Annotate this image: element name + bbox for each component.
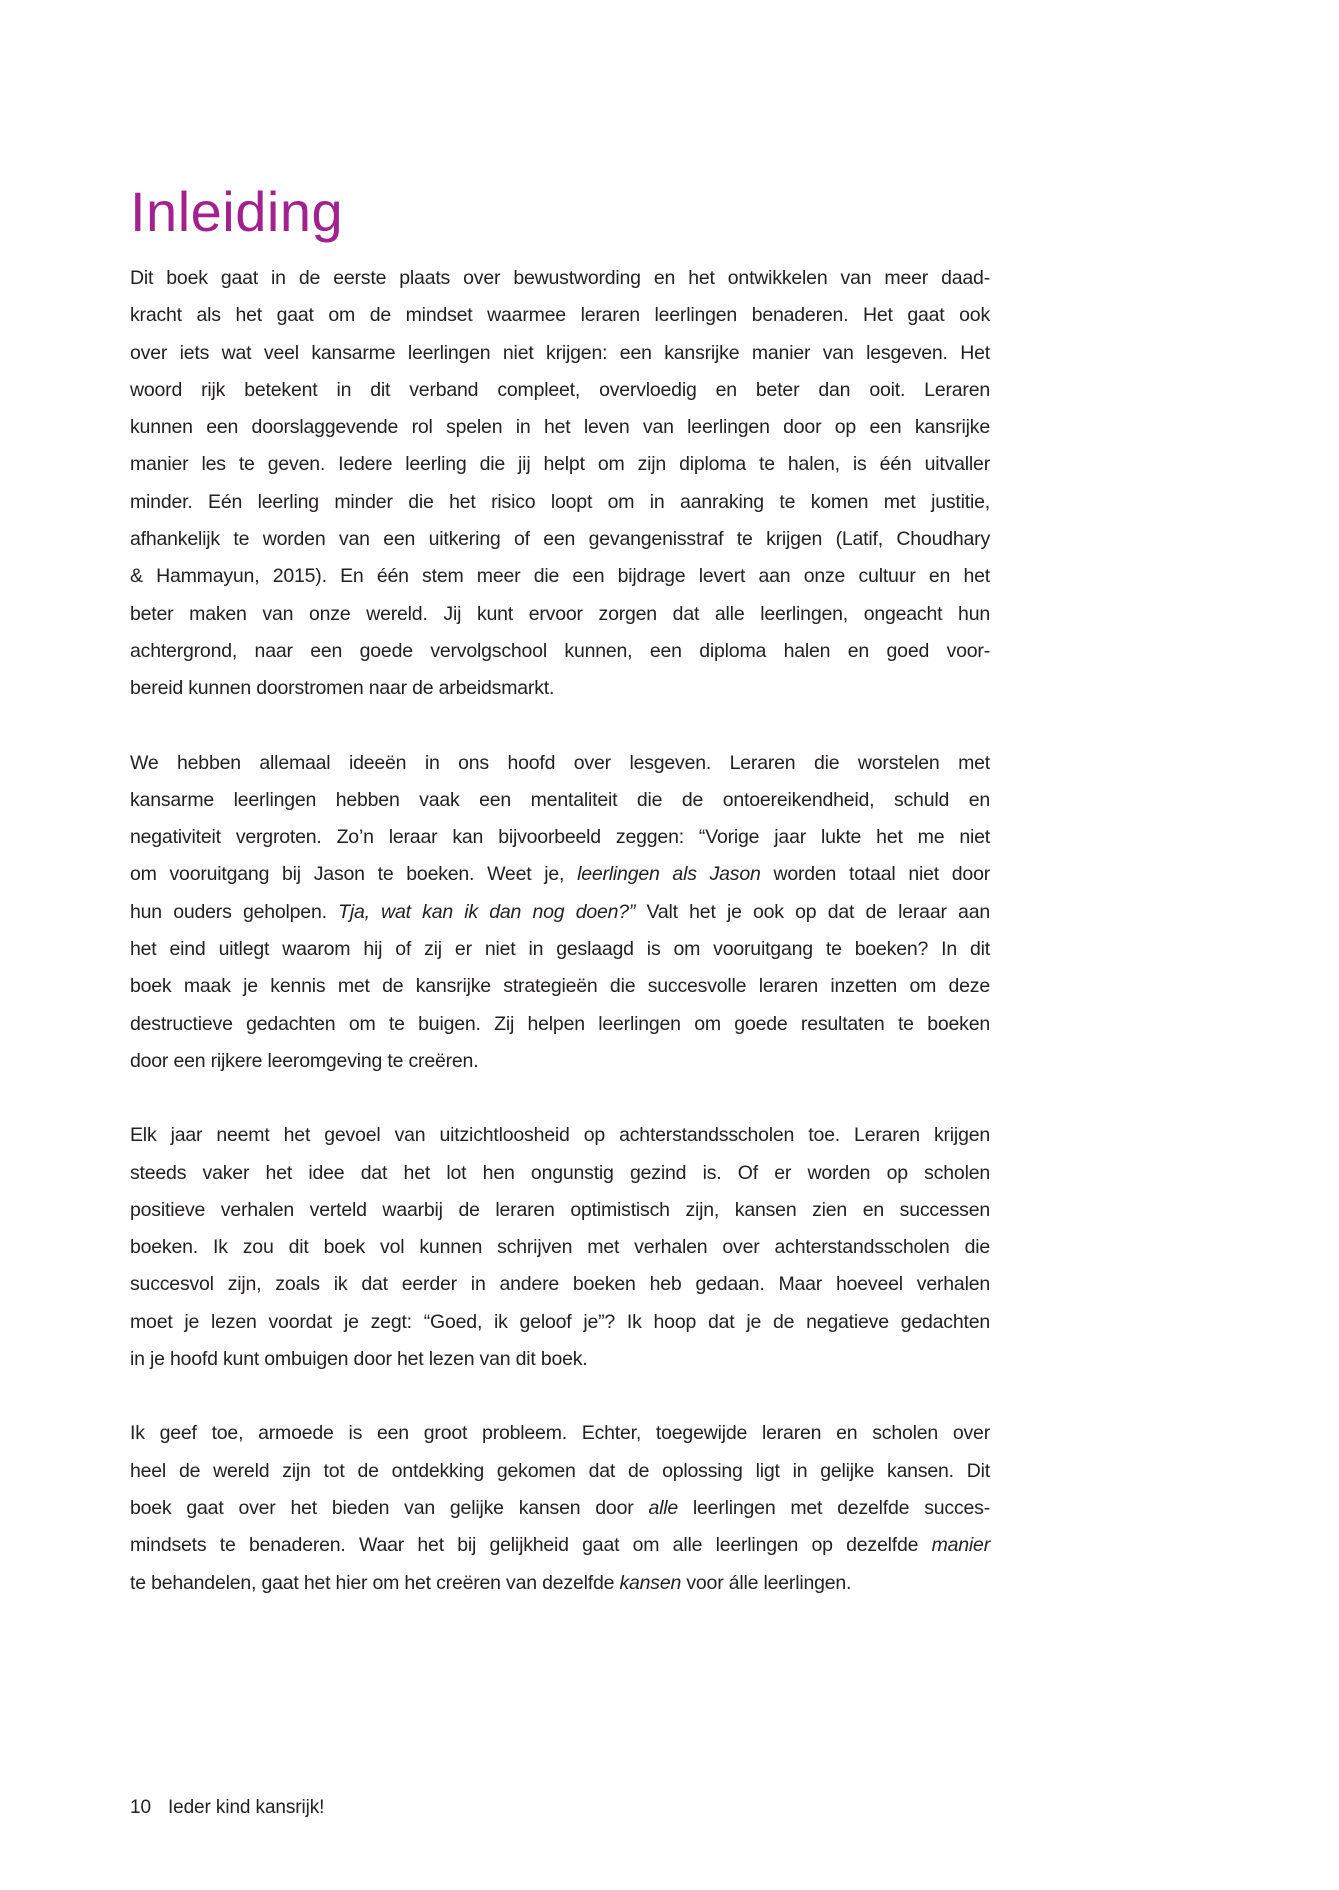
text-line (130, 1490, 990, 1527)
text-line (130, 558, 990, 595)
text-line (130, 521, 990, 558)
text-segment: positieve verhalen verteld waarbij de leraren optimistisch zijn, kansen zien en successen (130, 1198, 990, 1221)
paragraph (130, 1415, 990, 1601)
text-segment: negativiteit vergroten. Zo’n leraar kan bijvoorbeeld zeggen: “Vorige jaar lukte het me niet (130, 826, 990, 849)
text-segment: voor álle leerlingen. (681, 1571, 852, 1594)
text-line (130, 1117, 990, 1154)
text-segment: minder. Eén leerling minder die het risico loopt om in aanraking te komen met justitie, (130, 490, 990, 513)
text-segment: boek maak je kennis met de kansrijke strategieën die succesvolle leraren inzetten om deze (130, 975, 990, 998)
text-segment: & Hammayun, 2015). En één stem meer die een bijdrage levert aan onze cultuur en het (130, 565, 990, 588)
text-line (130, 1006, 990, 1043)
text-line (130, 856, 990, 893)
text-segment: door een rijkere leeromgeving te creëren. (130, 1049, 479, 1072)
text-line (130, 446, 990, 483)
text-line (130, 782, 990, 819)
text-line (130, 745, 990, 782)
text-segment: We hebben allemaal ideeën in ons hoofd over lesgeven. Leraren die worstelen met (130, 751, 990, 774)
text-segment: beter maken van onze wereld. Jij kunt ervoor zorgen dat alle leerlingen, ongeacht hun (130, 602, 990, 625)
text-segment: mindsets te benaderen. Waar het bij gelijkheid gaat om alle leerlingen op dezelfde (130, 1534, 932, 1557)
text-segment: in je hoofd kunt ombuigen door het lezen van dit boek. (130, 1348, 588, 1371)
page-footer (130, 1797, 324, 1819)
text-segment: Dit boek gaat in de eerste plaats over bewustwording en het ontwikkelen van meer daad- (130, 267, 990, 289)
text-line (130, 931, 990, 968)
text-line (130, 260, 990, 297)
text-segment: steeds vaker het idee dat het lot hen ongunstig gezind is. Of er worden op scholen (130, 1161, 990, 1184)
text-segment: boeken. Ik zou dit boek vol kunnen schrijven met verhalen over achterstandsscholen die (130, 1236, 990, 1259)
paragraph (130, 745, 990, 1081)
text-line (130, 819, 990, 856)
text-line (130, 1043, 990, 1080)
text-segment: heel de wereld zijn tot de ontdekking gekomen dat de oplossing ligt in gelijke kansen. Dit (130, 1459, 990, 1482)
text-line (130, 297, 990, 334)
paragraph (130, 260, 990, 708)
text-segment: kunnen een doorslaggevende rol spelen in het leven van leerlingen door op een kansrijke (130, 416, 990, 439)
italic-text: manier (931, 1534, 990, 1557)
text-segment: over iets wat veel kansarme leerlingen niet krijgen: een kansrijke manier van lesgeven. Het (130, 341, 990, 364)
italic-text: alle (648, 1496, 678, 1519)
text-segment: woord rijk betekent in dit verband compleet, overvloedig en beter dan ooit. Leraren (130, 378, 990, 401)
paragraph (130, 1117, 990, 1378)
text-line (130, 1229, 990, 1266)
italic-text: Tja, wat kan ik dan nog doen?” (338, 900, 636, 923)
body-text (130, 260, 990, 1639)
text-segment: Elk jaar neemt het gevoel van uitzichtloosheid op achterstandsscholen toe. Leraren krijgen (130, 1124, 990, 1147)
text-segment: hun ouders geholpen. (130, 900, 339, 923)
text-segment: te behandelen, gaat het hier om het creëren van dezelfde (130, 1571, 620, 1594)
text-segment: moet je lezen voordat je zegt: “Goed, ik geloof je”? Ik hoop dat je de negatieve gedachten (130, 1310, 990, 1333)
italic-text: leerlingen als Jason (577, 863, 761, 886)
text-line (130, 1565, 990, 1602)
text-segment: kansarme leerlingen hebben vaak een mentaliteit die de ontoereikendheid, schuld en (130, 788, 990, 811)
text-segment: destructieve gedachten om te buigen. Zij helpen leerlingen om goede resultaten te boeken (130, 1012, 990, 1035)
text-line (130, 670, 990, 707)
text-line (130, 633, 990, 670)
text-segment: boek gaat over het bieden van gelijke kansen door (130, 1496, 649, 1519)
text-line (130, 1453, 990, 1490)
text-line (130, 1415, 990, 1452)
text-segment: Valt het je ook op dat de leraar aan (635, 900, 990, 923)
text-line (130, 409, 990, 446)
text-segment: het eind uitlegt waarom hij of zij er niet in geslaagd is om vooruitgang te boeken? In dit (130, 938, 990, 961)
italic-text: kansen (619, 1571, 682, 1594)
text-line (130, 1192, 990, 1229)
text-line (130, 1266, 990, 1303)
page-number: 10 (130, 1797, 151, 1818)
text-line (130, 1155, 990, 1192)
text-segment: manier les te geven. Iedere leerling die jij helpt om zijn diploma te halen, is één uitvaller (130, 453, 990, 476)
text-segment: bereid kunnen doorstromen naar de arbeidsmarkt. (130, 677, 555, 700)
text-line (130, 1527, 990, 1564)
text-line (130, 596, 990, 633)
chapter-title: Inleiding (130, 179, 344, 243)
footer-book-title: Ieder kind kansrijk! (167, 1797, 325, 1818)
text-segment: leerlingen met dezelfde succes- (678, 1496, 991, 1519)
text-line (130, 894, 990, 931)
text-line (130, 1304, 990, 1341)
text-segment: succesvol zijn, zoals ik dat eerder in andere boeken heb gedaan. Maar hoeveel verhalen (130, 1273, 990, 1296)
text-line (130, 372, 990, 409)
text-segment: kracht als het gaat om de mindset waarmee leraren leerlingen benaderen. Het gaat ook (130, 304, 990, 327)
text-segment: worden totaal niet door (760, 863, 991, 886)
text-line (130, 968, 990, 1005)
text-line (130, 484, 990, 521)
text-segment: Ik geef toe, armoede is een groot probleem. Echter, toegewijde leraren en scholen over (130, 1422, 990, 1445)
text-segment: achtergrond, naar een goede vervolgschool kunnen, een diploma halen en goed voor- (130, 639, 990, 662)
text-line (130, 335, 990, 372)
text-segment: om vooruitgang bij Jason te boeken. Weet je, (130, 863, 578, 886)
text-line (130, 1341, 990, 1378)
text-segment: afhankelijk te worden van een uitkering of een gevangenisstraf te krijgen (Latif, Choudhary (130, 528, 990, 551)
